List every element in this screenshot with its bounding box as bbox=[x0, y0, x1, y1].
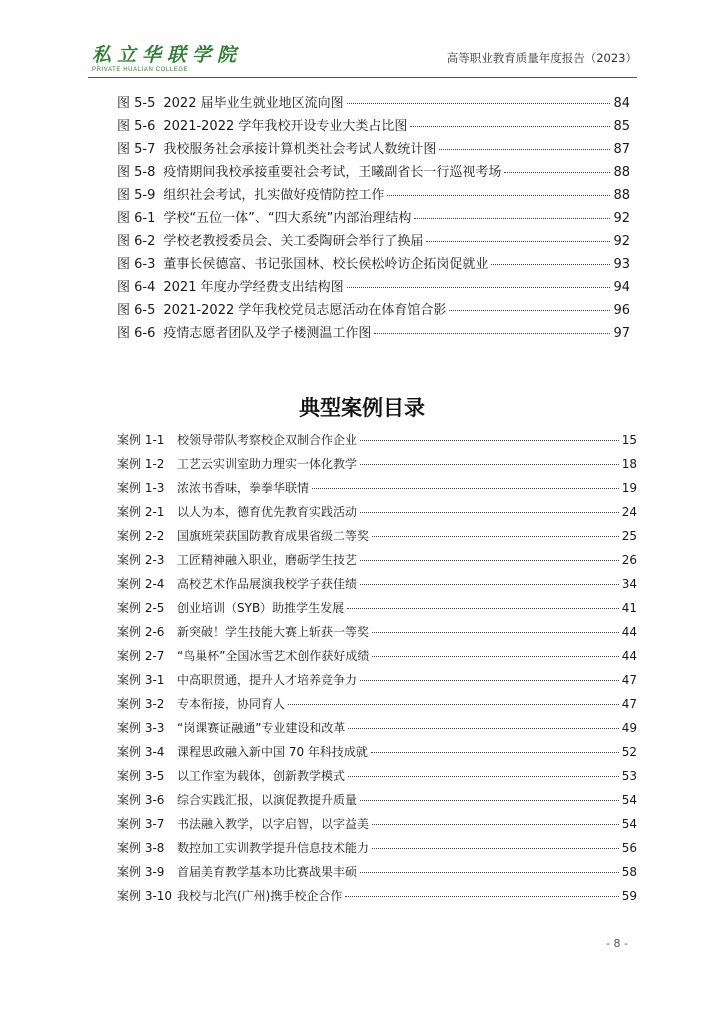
case-entry[interactable] bbox=[117, 527, 637, 544]
case-page: 53 bbox=[621, 769, 637, 783]
case-title: 工艺云实训室助力理实一体化教学 bbox=[177, 457, 358, 471]
case-page: 52 bbox=[621, 745, 637, 759]
college-logo bbox=[92, 44, 243, 73]
leader-dots bbox=[439, 149, 610, 150]
leader-dots bbox=[449, 310, 610, 311]
case-page: 59 bbox=[621, 889, 637, 903]
case-title: 以工作室为载体，创新教学模式 bbox=[177, 769, 346, 783]
leader-dots bbox=[372, 536, 619, 537]
leader-dots bbox=[504, 172, 610, 173]
figure-entry[interactable] bbox=[117, 299, 630, 317]
case-label: 案例 3-3 bbox=[117, 721, 165, 735]
leader-dots bbox=[348, 728, 618, 729]
figure-label: 图 6-6 bbox=[117, 326, 156, 341]
figure-entry[interactable] bbox=[117, 138, 630, 156]
figure-title: 疫情志愿者团队及学子楼测温工作图 bbox=[163, 326, 372, 341]
case-entry[interactable] bbox=[117, 815, 637, 832]
leader-dots bbox=[347, 608, 619, 609]
case-label: 案例 3-4 bbox=[117, 745, 165, 759]
case-title: 首届美育教学基本功比赛战果丰硕 bbox=[177, 865, 358, 879]
figure-title: 学校“五位一体”、“四大系统”内部治理结构 bbox=[163, 211, 412, 226]
case-page: 24 bbox=[621, 505, 637, 519]
figure-title: 董事长侯德富、书记张国林、校长侯松岭访企拓岗促就业 bbox=[163, 257, 489, 272]
case-title: 书法融入教学，以字启智，以字益美 bbox=[177, 817, 370, 831]
case-entry[interactable] bbox=[117, 743, 637, 760]
case-title: 中高职贯通，提升人才培养竞争力 bbox=[177, 673, 358, 687]
case-entry[interactable] bbox=[117, 887, 637, 904]
figure-entry[interactable] bbox=[117, 322, 630, 340]
leader-dots bbox=[347, 103, 611, 104]
page-number: - 8 - bbox=[606, 937, 628, 950]
case-entry[interactable] bbox=[117, 455, 637, 472]
case-label: 案例 2-4 bbox=[117, 577, 165, 591]
case-page: 54 bbox=[621, 793, 637, 807]
case-label: 案例 2-2 bbox=[117, 529, 165, 543]
figure-label: 图 6-1 bbox=[117, 211, 156, 226]
figure-label: 图 5-8 bbox=[117, 165, 156, 180]
figure-entry[interactable] bbox=[117, 115, 630, 133]
figure-title: 2022 届毕业生就业地区流向图 bbox=[163, 96, 344, 111]
case-entry[interactable] bbox=[117, 791, 637, 808]
report-title: 高等职业教育质量年度报告（2023） bbox=[446, 51, 637, 65]
figure-entry[interactable] bbox=[117, 276, 630, 294]
leader-dots bbox=[288, 704, 619, 705]
leader-dots bbox=[360, 584, 619, 585]
figure-label: 图 6-2 bbox=[117, 234, 156, 249]
figure-page: 92 bbox=[613, 211, 630, 226]
case-entry[interactable] bbox=[117, 503, 637, 520]
figure-entry[interactable] bbox=[117, 184, 630, 202]
figure-page: 88 bbox=[613, 188, 630, 203]
case-page: 44 bbox=[621, 625, 637, 639]
figure-title: 疫情期间我校承接重要社会考试，王曦副省长一行巡视考场 bbox=[163, 165, 502, 180]
leader-dots bbox=[345, 896, 618, 897]
case-entry[interactable] bbox=[117, 479, 637, 496]
leader-dots bbox=[360, 680, 619, 681]
figure-title: 2021-2022 学年我校党员志愿活动在体育馆合影 bbox=[163, 303, 447, 318]
figure-page: 94 bbox=[613, 280, 630, 295]
case-label: 案例 2-7 bbox=[117, 649, 165, 663]
case-page: 56 bbox=[621, 841, 637, 855]
case-label: 案例 2-6 bbox=[117, 625, 165, 639]
header-divider bbox=[88, 77, 637, 78]
leader-dots bbox=[372, 824, 619, 825]
figure-entry[interactable] bbox=[117, 161, 630, 179]
leader-dots bbox=[410, 126, 610, 127]
case-title: 创业培训（SYB）助推学生发展 bbox=[177, 601, 345, 615]
case-title: 工匠精神融入职业，磨砺学生技艺 bbox=[177, 553, 358, 567]
case-page: 44 bbox=[621, 649, 637, 663]
case-title: 新突破！学生技能大赛上斩获一等奖 bbox=[177, 625, 370, 639]
figure-page: 96 bbox=[613, 303, 630, 318]
case-label: 案例 3-8 bbox=[117, 841, 165, 855]
case-entry[interactable] bbox=[117, 863, 637, 880]
figure-entry[interactable] bbox=[117, 230, 630, 248]
figure-title: 组织社会考试，扎实做好疫情防控工作 bbox=[163, 188, 385, 203]
case-page: 25 bbox=[621, 529, 637, 543]
leader-dots bbox=[360, 800, 619, 801]
leader-dots bbox=[347, 287, 611, 288]
figure-entry[interactable] bbox=[117, 253, 630, 271]
case-label: 案例 1-2 bbox=[117, 457, 165, 471]
case-label: 案例 3-2 bbox=[117, 697, 165, 711]
case-page: 15 bbox=[621, 433, 637, 447]
logo-chinese-text: 私立华联学院 bbox=[92, 44, 243, 66]
figure-page: 87 bbox=[613, 142, 630, 157]
case-label: 案例 3-1 bbox=[117, 673, 165, 687]
case-entry[interactable] bbox=[117, 671, 637, 688]
case-title: 课程思政融入新中国 70 年科技成就 bbox=[177, 745, 368, 759]
figure-page: 84 bbox=[613, 96, 630, 111]
case-entry[interactable] bbox=[117, 575, 637, 592]
figure-label: 图 6-4 bbox=[117, 280, 156, 295]
figure-entry[interactable] bbox=[117, 92, 630, 110]
figure-entry[interactable] bbox=[117, 207, 630, 225]
figure-label: 图 5-5 bbox=[117, 96, 156, 111]
figure-label: 图 5-7 bbox=[117, 142, 156, 157]
figure-label: 图 6-3 bbox=[117, 257, 156, 272]
case-page: 54 bbox=[621, 817, 637, 831]
case-label: 案例 1-1 bbox=[117, 433, 165, 447]
figure-title: 2021-2022 学年我校开设专业大类占比图 bbox=[163, 119, 408, 134]
case-title: “鸟巢杯”全国冰雪艺术创作获好成绩 bbox=[177, 649, 370, 663]
case-page: 26 bbox=[621, 553, 637, 567]
case-entry[interactable] bbox=[117, 431, 637, 448]
case-title: 我校与北汽(广州)携手校企合作 bbox=[177, 889, 343, 903]
leader-dots bbox=[374, 333, 610, 334]
leader-dots bbox=[426, 241, 610, 242]
case-page: 19 bbox=[621, 481, 637, 495]
case-title: 国旗班荣获国防教育成果省级二等奖 bbox=[177, 529, 370, 543]
figure-page: 85 bbox=[613, 119, 630, 134]
case-entry[interactable] bbox=[117, 623, 637, 640]
leader-dots bbox=[371, 752, 619, 753]
leader-dots bbox=[360, 464, 619, 465]
figure-label: 图 5-6 bbox=[117, 119, 156, 134]
case-label: 案例 3-9 bbox=[117, 865, 165, 879]
case-title: 高校艺术作品展演我校学子获佳绩 bbox=[177, 577, 358, 591]
case-title: 综合实践汇报，以演促教提升质量 bbox=[177, 793, 358, 807]
leader-dots bbox=[372, 848, 619, 849]
leader-dots bbox=[372, 656, 618, 657]
leader-dots bbox=[360, 872, 619, 873]
case-label: 案例 3-7 bbox=[117, 817, 165, 831]
case-title: “岗课赛证融通”专业建设和改革 bbox=[177, 721, 346, 735]
case-label: 案例 1-3 bbox=[117, 481, 165, 495]
case-entry[interactable] bbox=[117, 551, 637, 568]
logo-english-text: PRIVATE HUALIAN COLLEGE bbox=[92, 67, 189, 73]
case-label: 案例 3-6 bbox=[117, 793, 165, 807]
figure-label: 图 5-9 bbox=[117, 188, 156, 203]
case-label: 案例 2-1 bbox=[117, 505, 165, 519]
case-label: 案例 2-3 bbox=[117, 553, 165, 567]
case-page: 47 bbox=[621, 673, 637, 687]
case-page: 34 bbox=[621, 577, 637, 591]
leader-dots bbox=[360, 560, 619, 561]
leader-dots bbox=[372, 632, 619, 633]
figure-title: 2021 年度办学经费支出结构图 bbox=[163, 280, 344, 295]
case-page: 58 bbox=[621, 865, 637, 879]
leader-dots bbox=[360, 440, 619, 441]
figure-page: 92 bbox=[613, 234, 630, 249]
case-title: 以人为本，德育优先教育实践活动 bbox=[177, 505, 358, 519]
case-entry[interactable] bbox=[117, 647, 637, 664]
case-page: 18 bbox=[621, 457, 637, 471]
case-page: 47 bbox=[621, 697, 637, 711]
figure-page: 93 bbox=[613, 257, 630, 272]
case-title: 浓浓书香味，拳拳华联情 bbox=[177, 481, 310, 495]
case-title: 校领导带队考察校企双制合作企业 bbox=[177, 433, 358, 447]
case-label: 案例 2-5 bbox=[117, 601, 165, 615]
case-page: 41 bbox=[621, 601, 637, 615]
case-label: 案例 3-5 bbox=[117, 769, 165, 783]
case-title: 数控加工实训教学提升信息技术能力 bbox=[177, 841, 370, 855]
figure-title: 我校服务社会承接计算机类社会考试人数统计图 bbox=[163, 142, 437, 157]
case-page: 49 bbox=[621, 721, 637, 735]
case-entry[interactable] bbox=[117, 767, 637, 784]
case-entry[interactable] bbox=[117, 839, 637, 856]
figure-page: 97 bbox=[613, 326, 630, 341]
case-entry[interactable] bbox=[117, 599, 637, 616]
leader-dots bbox=[414, 218, 610, 219]
case-entry[interactable] bbox=[117, 695, 637, 712]
figure-page: 88 bbox=[613, 165, 630, 180]
leader-dots bbox=[348, 776, 619, 777]
figure-title: 学校老教授委员会、关工委陶研会举行了换届 bbox=[163, 234, 424, 249]
case-title: 专本衔接，协同育人 bbox=[177, 697, 286, 711]
case-entry[interactable] bbox=[117, 719, 637, 736]
leader-dots bbox=[360, 512, 619, 513]
leader-dots bbox=[312, 488, 619, 489]
leader-dots bbox=[387, 195, 610, 196]
case-section-title: 典型案例目录 bbox=[299, 396, 425, 420]
case-label: 案例 3-10 bbox=[117, 889, 173, 903]
leader-dots bbox=[491, 264, 610, 265]
figure-label: 图 6-5 bbox=[117, 303, 156, 318]
